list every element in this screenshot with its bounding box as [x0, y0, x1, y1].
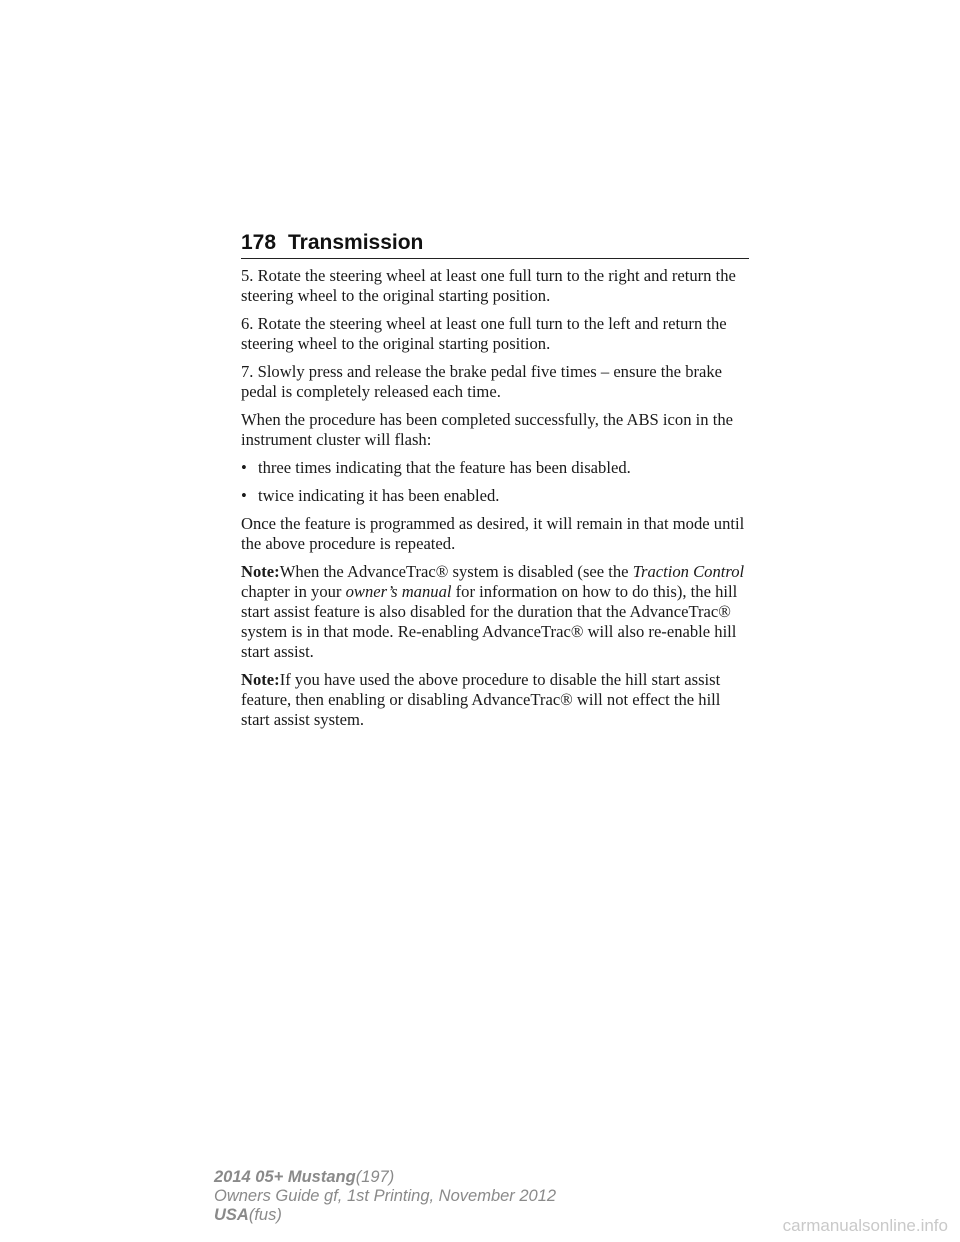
bullet-icon: •: [241, 486, 247, 505]
note-1: [241, 562, 753, 662]
list-item-text: twice indicating it has been enabled.: [258, 486, 500, 505]
page-content: [241, 266, 753, 738]
owners-manual-reference: owner’s manual: [345, 582, 452, 601]
page-footer: [214, 1168, 556, 1225]
note-2: [241, 670, 753, 730]
note-text: If you have used the above procedure to disable the hill start assist feature, then enabling or disabling AdvanceTrac® will not effect the hill start assist system.: [241, 670, 721, 729]
once-paragraph: Once the feature is programmed as desired, it will remain in that mode until the above procedure is repeated.: [241, 514, 745, 553]
list-item-text: three times indicating that the feature has been disabled.: [258, 458, 631, 477]
footer-page-ref: (197): [355, 1168, 395, 1186]
step-5: 5. Rotate the steering wheel at least one full turn to the right and return the steering wheel to the original starting position.: [241, 266, 736, 305]
step-6: 6. Rotate the steering wheel at least one full turn to the left and return the steering wheel to the original starting position.: [241, 314, 727, 353]
note-text: chapter in your: [241, 582, 346, 601]
note-label: Note:: [241, 562, 280, 581]
footer-model: 2014 05+ Mustang: [214, 1168, 356, 1186]
note-label: Note:: [241, 670, 280, 689]
page-number: 178: [241, 231, 277, 254]
completion-paragraph: When the procedure has been completed successfully, the ABS icon in the instrument cluster will flash:: [241, 410, 733, 449]
step-7: 7. Slowly press and release the brake pedal five times – ensure the brake pedal is completely released each time.: [241, 362, 723, 401]
list-item: [241, 486, 753, 506]
note-text: for information on how to do this), the hill start assist feature is also disabled for the duration that the AdvanceTrac® system is in that mode. Re-enabling AdvanceTrac® will also re-enable hill start assist.: [241, 582, 738, 661]
page-header: [241, 230, 749, 259]
footer-line-3: [214, 1206, 556, 1225]
note-text: When the AdvanceTrac® system is disabled (see the: [279, 562, 633, 581]
footer-region-code: (fus): [248, 1206, 282, 1224]
section-title: Transmission: [288, 231, 424, 254]
traction-control-reference: Traction Control: [632, 562, 745, 581]
list-item: [241, 458, 753, 478]
bullet-icon: •: [241, 458, 247, 477]
footer-region: USA: [214, 1206, 249, 1224]
footer-line-1: [214, 1168, 556, 1187]
footer-line-2: Owners Guide gf, 1st Printing, November 2012: [214, 1187, 557, 1205]
watermark: carmanualsonline.info: [782, 1216, 948, 1235]
